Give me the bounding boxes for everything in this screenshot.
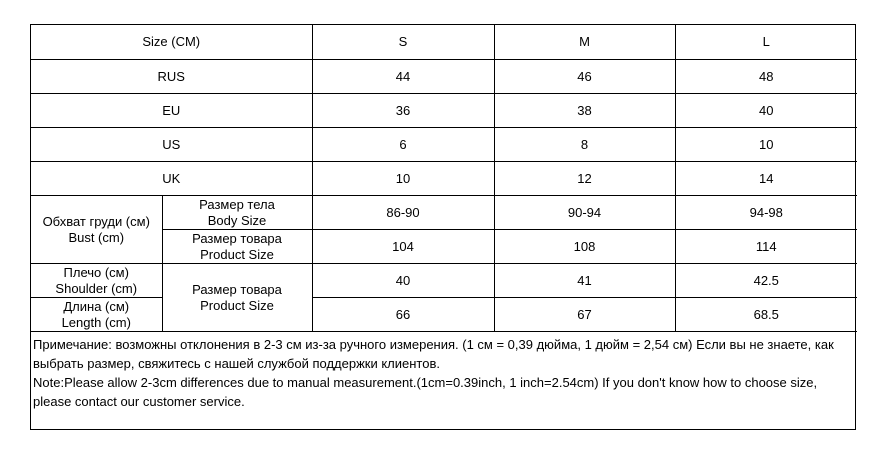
note-ru: Примечание: возможны отклонения в 2-3 см из-за ручного измерения. (1 см = 0,39 дюйма, 1 дюйм = 2,54 см) Если вы не знаете, как выбрать размер, свяжитесь с нашей службой поддержки клиентов. — [33, 337, 834, 371]
cell-value: 46 — [494, 60, 675, 94]
cell-value: 67 — [494, 298, 675, 332]
header-size-m: M — [494, 25, 675, 60]
cell-value: 94-98 — [675, 196, 857, 230]
product-size-label — [162, 264, 312, 332]
cell-value: 90-94 — [494, 196, 675, 230]
row-label: US — [31, 128, 312, 162]
product-size-label-en: Product Size — [200, 297, 274, 313]
bust-label — [31, 196, 162, 264]
size-chart — [30, 24, 856, 430]
shoulder-label — [31, 264, 162, 298]
table-row-shoulder — [31, 264, 857, 298]
cell-value: 42.5 — [675, 264, 857, 298]
note-en: Note:Please allow 2-3cm differences due to manual measurement.(1cm=0.39inch, 1 inch=2.54cm) If you don't know how to choose size, please contact our customer service. — [33, 375, 818, 409]
length-label-en: Length (cm) — [61, 314, 131, 330]
cell-value: 86-90 — [312, 196, 494, 230]
size-table — [31, 25, 857, 332]
note-text — [31, 332, 855, 411]
cell-value: 10 — [675, 128, 857, 162]
cell-value: 104 — [312, 230, 494, 264]
header-size-cm: Size (CM) — [31, 25, 312, 60]
cell-value: 38 — [494, 94, 675, 128]
length-label — [31, 298, 162, 332]
table-row-rus — [31, 60, 857, 94]
cell-value: 48 — [675, 60, 857, 94]
cell-value: 36 — [312, 94, 494, 128]
product-size-label-en: Product Size — [200, 246, 274, 262]
cell-value: 114 — [675, 230, 857, 264]
cell-value: 6 — [312, 128, 494, 162]
bust-label-en: Bust (cm) — [68, 229, 125, 245]
row-label: RUS — [31, 60, 312, 94]
product-size-label — [162, 230, 312, 264]
cell-value: 10 — [312, 162, 494, 196]
cell-value: 40 — [675, 94, 857, 128]
cell-value: 66 — [312, 298, 494, 332]
shoulder-label-en: Shoulder (cm) — [55, 280, 138, 296]
cell-value: 8 — [494, 128, 675, 162]
cell-value: 14 — [675, 162, 857, 196]
body-size-label-ru: Размер тела — [199, 196, 275, 212]
table-row-length — [31, 298, 857, 332]
cell-value: 40 — [312, 264, 494, 298]
header-size-l: L — [675, 25, 857, 60]
table-row-us — [31, 128, 857, 162]
length-label-ru: Длина (см) — [63, 298, 130, 314]
body-size-label — [162, 196, 312, 230]
shoulder-label-ru: Плечо (см) — [63, 264, 129, 280]
cell-value: 108 — [494, 230, 675, 264]
body-size-label-en: Body Size — [207, 212, 267, 228]
header-size-s: S — [312, 25, 494, 60]
table-row-uk — [31, 162, 857, 196]
bust-label-ru: Обхват груди (см) — [42, 213, 150, 229]
table-row-bust-body — [31, 196, 857, 230]
row-label: EU — [31, 94, 312, 128]
table-header-row — [31, 25, 857, 60]
row-label: UK — [31, 162, 312, 196]
table-row-eu — [31, 94, 857, 128]
cell-value: 44 — [312, 60, 494, 94]
cell-value: 41 — [494, 264, 675, 298]
cell-value: 12 — [494, 162, 675, 196]
product-size-label-ru: Размер товара — [192, 230, 282, 246]
product-size-label-ru: Размер товара — [192, 281, 282, 297]
cell-value: 68.5 — [675, 298, 857, 332]
